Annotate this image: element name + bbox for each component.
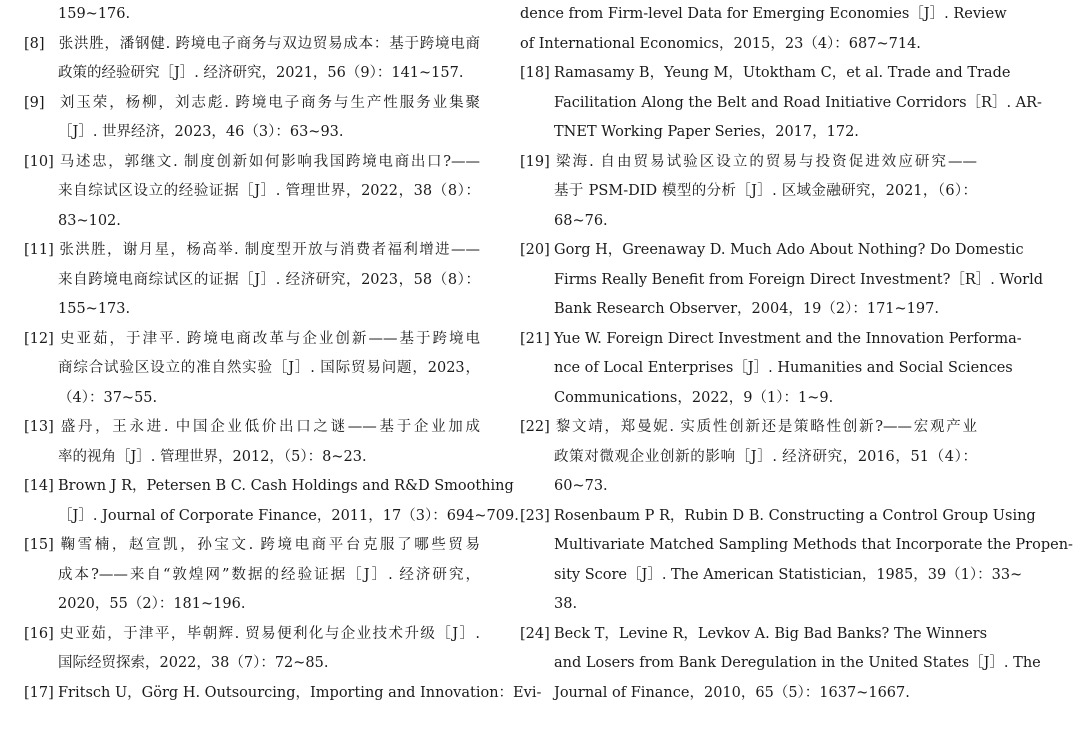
reference-text-line: 黎文靖，郑曼妮. 实质性创新还是策略性创新?——宏观产业	[554, 419, 977, 435]
reference-number: [12]	[24, 330, 54, 347]
reference-number: [11]	[24, 242, 54, 258]
reference-number: [8]	[24, 35, 45, 52]
reference-number: [14]	[24, 478, 54, 494]
reference-text-line: Brown J R，Petersen B C. Cash Holdings and R&D Smoothing	[58, 478, 514, 494]
reference-entry	[24, 148, 480, 237]
reference-number: [15]	[24, 537, 54, 553]
reference-entry	[520, 620, 1041, 709]
reference-entry	[520, 59, 1042, 148]
reference-entry	[24, 0, 480, 30]
reference-entry	[24, 413, 480, 472]
reference-text-line: 商综合试验区设立的准自然实验［J］. 国际贸易问题，2023，	[58, 360, 480, 376]
reference-text-line: Fritsch U，Görg H. Outsourcing，Importing and Innovation：Evi-	[58, 684, 542, 701]
reference-number: [21]	[520, 330, 550, 347]
reference-text-line: Ramasamy B，Yeung M，Utoktham C，et al. Trade and Trade	[554, 65, 1011, 81]
reference-text-line: 60~73.	[554, 478, 608, 494]
reference-number: [13]	[24, 419, 54, 435]
reference-column-right	[520, 0, 1073, 708]
reference-line	[24, 531, 480, 561]
reference-entry	[520, 413, 977, 502]
reference-text-line: 68~76.	[554, 212, 608, 229]
reference-number: [23]	[520, 507, 550, 524]
reference-entry	[24, 531, 480, 620]
reference-entry	[520, 148, 977, 237]
reference-text-line: and Losers from Bank Deregulation in the United States［J］. The	[554, 655, 1041, 671]
reference-text-line: Beck T，Levine R，Levkov A. Big Bad Banks? The Winners	[554, 625, 988, 642]
reference-text-line: TNET Working Paper Series，2017，172.	[554, 124, 859, 140]
reference-text-line: Multivariate Matched Sampling Methods that Incorporate the Propen-	[554, 537, 1073, 553]
reference-entry	[24, 679, 542, 709]
reference-text-line: Gorg H，Greenaway D. Much Ado About Nothing? Do Domestic	[554, 242, 1024, 258]
reference-line	[24, 472, 514, 502]
reference-text-line: 鞠雪楠，赵宣凯，孙宝文. 跨境电商平台克服了哪些贸易	[58, 537, 480, 553]
reference-entry	[24, 236, 480, 325]
reference-text-line: 来自跨境电商综试区的证据［J］. 经济研究，2023，58（8）：	[58, 271, 480, 288]
reference-text-line: of International Economics，2015，23（4）：687~714.	[520, 35, 921, 52]
reference-text-line: Firms Really Benefit from Foreign Direct Investment?［R］. World	[554, 271, 1044, 288]
reference-text-line: 马述忠，郭继文. 制度创新如何影响我国跨境电商出口?——	[58, 153, 480, 170]
reference-entry	[24, 472, 519, 531]
reference-line	[24, 148, 480, 178]
reference-number: [9]	[24, 94, 45, 111]
reference-text-line: dence from Firm-level Data for Emerging Economies［J］. Review	[520, 6, 1007, 22]
reference-text-line: 成本?——来自“敦煌网”数据的经验证据［J］. 经济研究，	[58, 566, 480, 583]
reference-entry	[520, 0, 1007, 59]
reference-entry	[24, 620, 480, 679]
reference-number: [19]	[520, 153, 550, 170]
reference-text-line: 率的视角［J］. 管理世界，2012，（5）：8~23.	[58, 448, 367, 465]
reference-text-line: （4）：37~55.	[58, 389, 158, 406]
reference-line	[24, 620, 480, 650]
reference-text-line: 83~102.	[58, 212, 121, 229]
reference-number: [10]	[24, 153, 54, 170]
reference-text-line: 盛丹，王永进. 中国企业低价出口之谜——基于企业加成	[58, 419, 480, 435]
reference-text-line: 史亚茹，于津平，毕朝辉. 贸易便利化与企业技术升级［J］.	[58, 625, 480, 642]
reference-number: [16]	[24, 625, 54, 642]
reference-entry	[24, 30, 480, 89]
reference-text-line: 张洪胜，潘钢健. 跨境电子商务与双边贸易成本：基于跨境电商	[58, 35, 480, 52]
reference-line	[24, 89, 480, 119]
reference-text-line: 国际经贸探索，2022，38（7）：72~85.	[58, 655, 329, 671]
reference-line	[520, 413, 977, 443]
reference-text-line: sity Score［J］. The American Statistician，1985，39（1）：33~	[554, 566, 1023, 583]
reference-text-line: Bank Research Observer，2004，19（2）：171~197.	[554, 301, 939, 317]
reference-number: [22]	[520, 419, 550, 435]
reference-line	[520, 148, 977, 178]
reference-text-line: 2020，55（2）：181~196.	[58, 596, 246, 612]
reference-line	[24, 30, 480, 60]
reference-entry	[520, 325, 1022, 414]
reference-entry	[520, 236, 1044, 325]
reference-line	[24, 236, 480, 266]
reference-line	[520, 620, 988, 650]
reference-text-line: 史亚茹，于津平. 跨境电商改革与企业创新——基于跨境电	[58, 330, 480, 347]
reference-text-line: ［J］. 世界经济，2023，46（3）：63~93.	[58, 124, 344, 140]
reference-text-line: 155~173.	[58, 301, 131, 317]
reference-text-line: Yue W. Foreign Direct Investment and the Innovation Performa-	[554, 330, 1022, 347]
reference-text-line: nce of Local Enterprises［J］. Humanities and Social Sciences	[554, 360, 1013, 376]
reference-number: [18]	[520, 65, 550, 81]
reference-line	[24, 325, 480, 355]
reference-text-line: 张洪胜，谢月星，杨高举. 制度型开放与消费者福利增进——	[58, 242, 480, 258]
reference-text-line: Communications，2022，9（1）：1~9.	[554, 389, 834, 406]
reference-text-line: 38.	[554, 596, 578, 612]
reference-number: [24]	[520, 625, 550, 642]
reference-number: [17]	[24, 684, 54, 701]
reference-text-line: 政策对微观企业创新的影响［J］. 经济研究，2016，51（4）：	[554, 448, 977, 465]
reference-line	[520, 502, 1036, 532]
reference-text-line: Facilitation Along the Belt and Road Initiative Corridors［R］. AR-	[554, 94, 1042, 111]
reference-text-line: 基于 PSM-DID 模型的分析［J］. 区域金融研究，2021，（6）：	[554, 183, 977, 199]
reference-text-line: 159~176.	[58, 6, 131, 22]
reference-number: [20]	[520, 242, 550, 258]
reference-text-line: Journal of Finance，2010，65（5）：1637~1667.	[554, 684, 910, 701]
reference-text-line: ［J］. Journal of Corporate Finance，2011，17（3）：694~709.	[58, 507, 519, 524]
reference-line	[520, 236, 1024, 266]
reference-text-line: 政策的经验研究［J］. 经济研究，2021，56（9）：141~157.	[58, 65, 464, 81]
reference-text-line: 刘玉荣，杨柳，刘志彪. 跨境电子商务与生产性服务业集聚	[58, 94, 480, 111]
reference-line	[24, 413, 480, 443]
reference-entry	[520, 502, 1073, 620]
reference-line	[24, 679, 542, 709]
reference-entry	[24, 325, 480, 414]
reference-text-line: Rosenbaum P R，Rubin D B. Constructing a Control Group Using	[554, 507, 1036, 524]
reference-text-line: 来自综试区设立的经验证据［J］. 管理世界，2022，38（8）：	[58, 183, 480, 199]
reference-line	[520, 59, 1011, 89]
reference-line	[520, 325, 1022, 355]
reference-text-line: 梁海. 自由贸易试验区设立的贸易与投资促进效应研究——	[554, 153, 977, 170]
reference-entry	[24, 89, 480, 148]
